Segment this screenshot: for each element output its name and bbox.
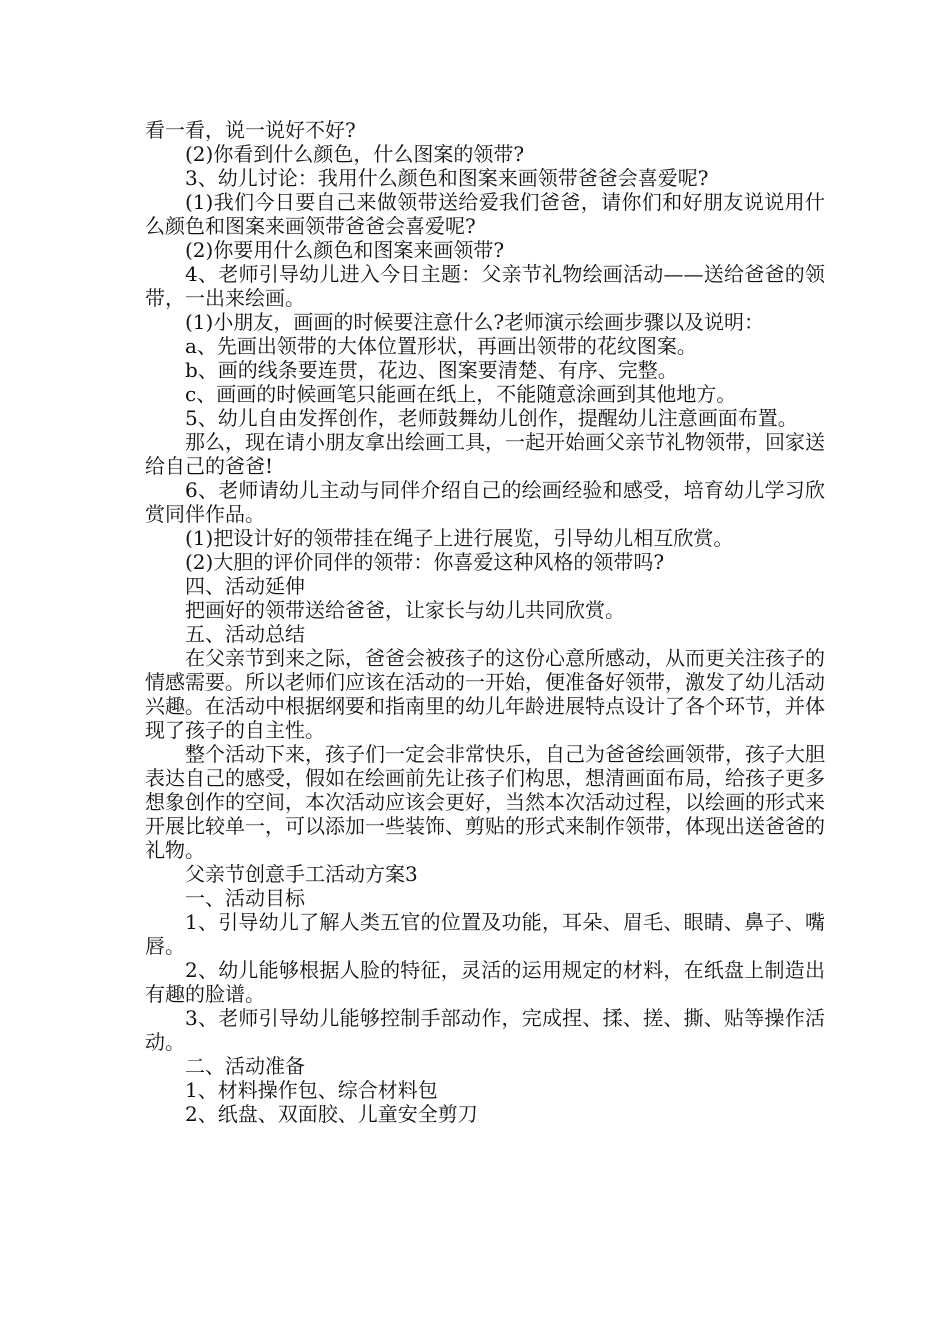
paragraph-19: 整个活动下来，孩子们一定会非常快乐，自己为爸爸绘画领带，孩子大胆表达自己的感受，假如在绘画前先让孩子们构思，想清画面布局，给孩子更多想象创作的空间，本次活动应该会更好，当然本次活动过程，以绘画的形式来开展比较单一，可以添加一些装饰、剪贴的形式来制作领带，体现出送爸爸的礼物。 (145, 742, 825, 862)
paragraph-24: 3、老师引导幼儿能够控制手部动作，完成捏、揉、搓、撕、贴等操作活动。 (145, 1006, 825, 1054)
paragraph-3: (1)我们今日要自己来做领带送给爱我们爸爸，请你们和好朋友说说用什么颜色和图案来画领带爸爸会喜爱呢? (145, 190, 825, 238)
plan-title: 父亲节创意手工活动方案3 (185, 862, 418, 886)
paragraph-12: 6、老师请幼儿主动与同伴介绍自己的绘画经验和感受，培育幼儿学习欣赏同伴作品。 (145, 478, 825, 526)
paragraph-27: 2、纸盘、双面胶、儿童安全剪刀 (185, 1102, 478, 1126)
section-heading-preparation: 二、活动准备 (185, 1054, 305, 1078)
paragraph-0: 看一看，说一说好不好? (145, 118, 356, 142)
paragraph-26: 1、材料操作包、综合材料包 (185, 1078, 438, 1102)
paragraph-1: (2)你看到什么颜色，什么图案的领带? (185, 142, 525, 166)
paragraph-9: c、画画的时候画笔只能画在纸上，不能随意涂画到其他地方。 (185, 382, 737, 406)
paragraph-6: (1)小朋友，画画的时候要注意什么?老师演示绘画步骤以及说明： (185, 310, 765, 334)
section-heading-extension: 四、活动延伸 (185, 574, 305, 598)
section-heading-summary: 五、活动总结 (185, 622, 305, 646)
paragraph-14: (2)大胆的评价同伴的领带：你喜爱这种风格的领带吗? (185, 550, 665, 574)
section-heading-goals: 一、活动目标 (185, 886, 305, 910)
paragraph-7: a、先画出领带的大体位置形状，再画出领带的花纹图案。 (185, 334, 697, 358)
document-body (145, 118, 825, 1126)
paragraph-22: 1、引导幼儿了解人类五官的位置及功能，耳朵、眉毛、眼睛、鼻子、嘴唇。 (145, 910, 825, 958)
paragraph-5: 4、老师引导幼儿进入今日主题：父亲节礼物绘画活动——送给爸爸的领带，一出来绘画。 (145, 262, 825, 310)
paragraph-18: 在父亲节到来之际，爸爸会被孩子的这份心意所感动，从而更关注孩子的情感需要。所以老师们应该在活动的一开始，便准备好领带，激发了幼儿活动兴趣。在活动中根据纲要和指南里的幼儿年龄进展特点设计了各个环节，并体现了孩子的自主性。 (145, 646, 825, 742)
paragraph-2: 3、幼儿讨论：我用什么颜色和图案来画领带爸爸会喜爱呢? (185, 166, 709, 190)
paragraph-23: 2、幼儿能够根据人脸的特征，灵活的运用规定的材料，在纸盘上制造出有趣的脸谱。 (145, 958, 825, 1006)
paragraph-11: 那么，现在请小朋友拿出绘画工具，一起开始画父亲节礼物领带，回家送给自己的爸爸! (145, 430, 825, 478)
paragraph-4: (2)你要用什么颜色和图案来画领带? (185, 238, 505, 262)
paragraph-8: b、画的线条要连贯，花边、图案要清楚、有序、完整。 (185, 358, 678, 382)
paragraph-10: 5、幼儿自由发挥创作，老师鼓舞幼儿创作，提醒幼儿注意画面布置。 (185, 406, 798, 430)
paragraph-13: (1)把设计好的领带挂在绳子上进行展览，引导幼儿相互欣赏。 (185, 526, 734, 550)
paragraph-16: 把画好的领带送给爸爸，让家长与幼儿共同欣赏。 (185, 598, 625, 622)
